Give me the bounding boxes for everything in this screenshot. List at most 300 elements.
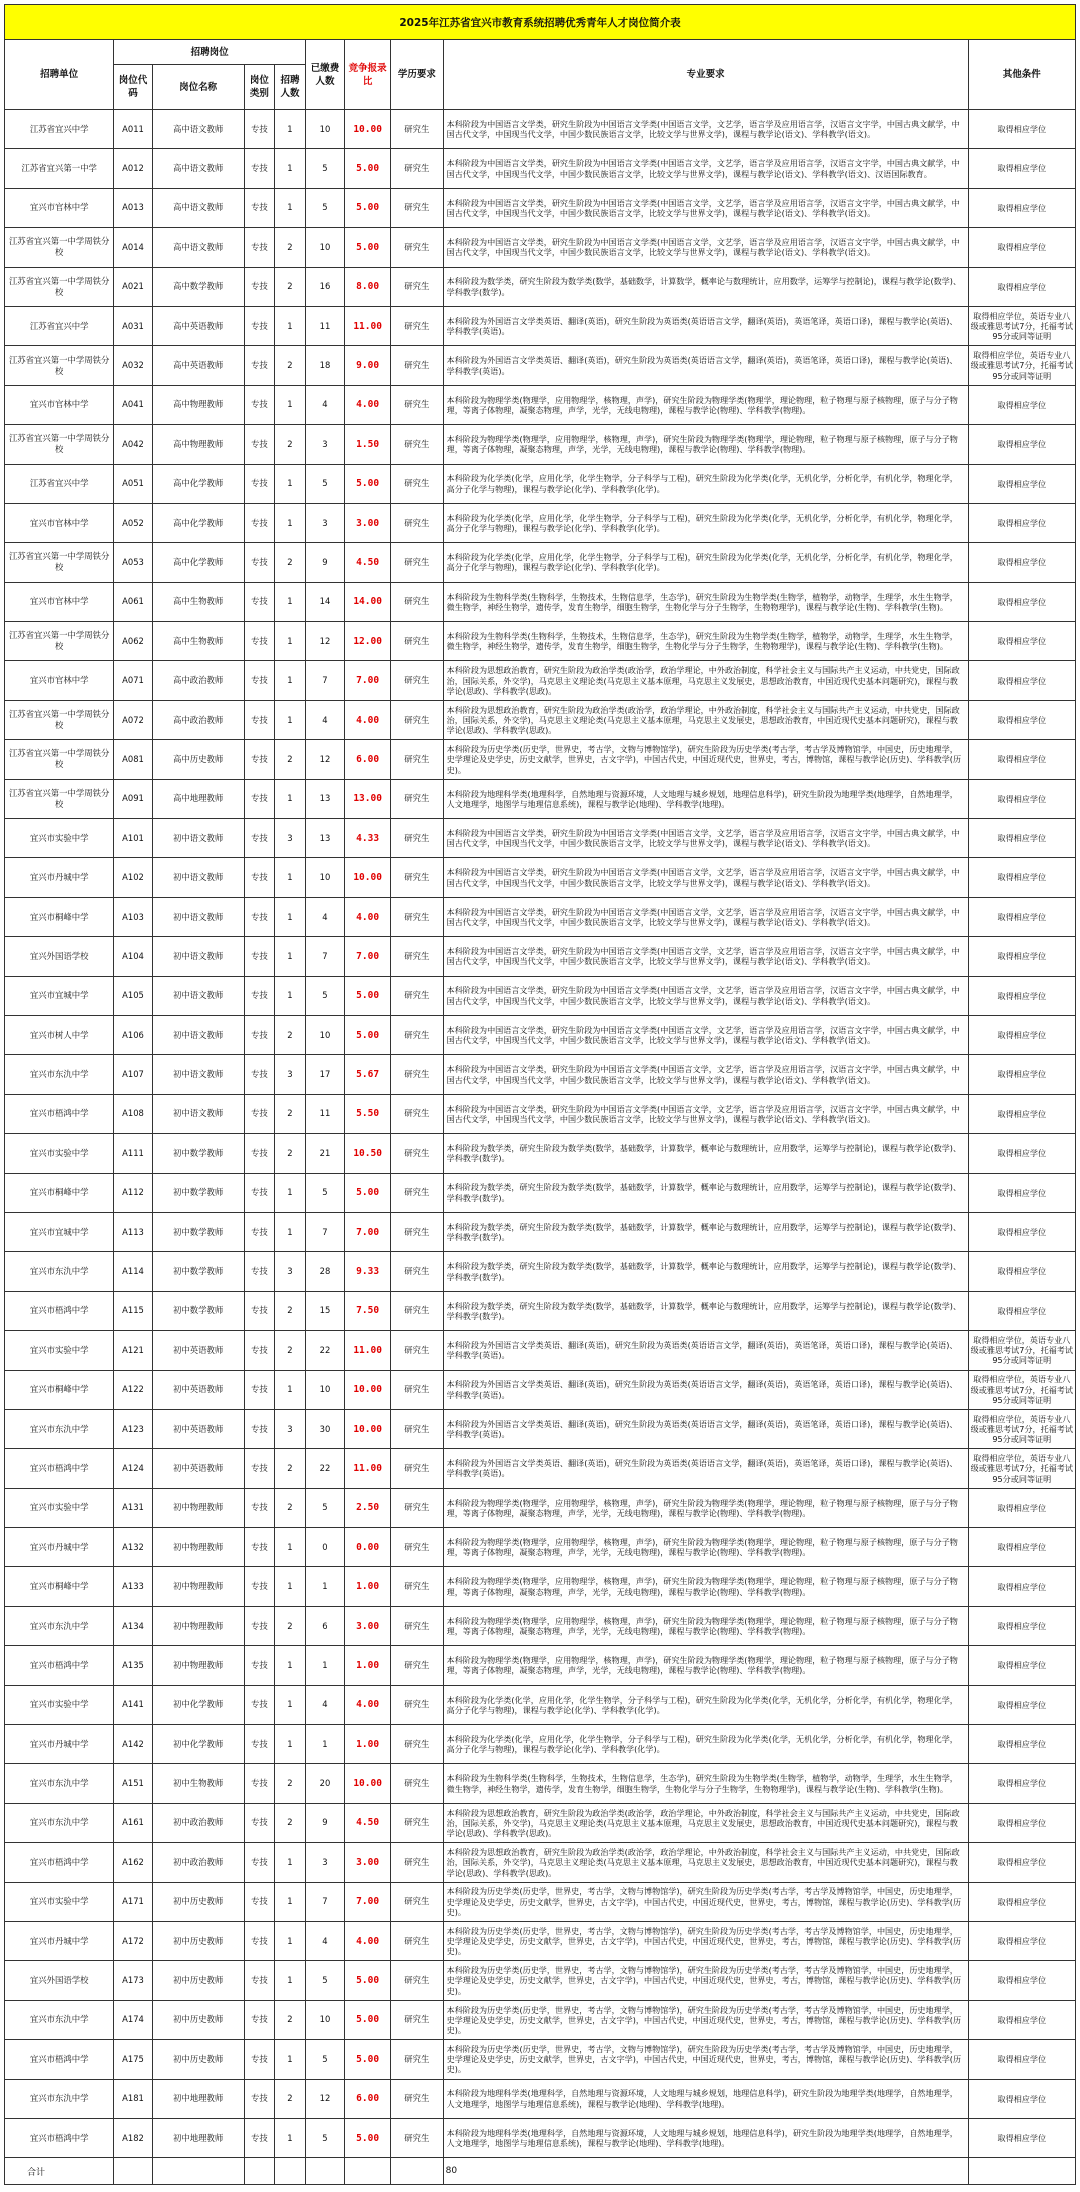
code-cell: A141 bbox=[114, 1685, 152, 1724]
table-row bbox=[5, 385, 1076, 424]
table-row bbox=[5, 425, 1076, 464]
code-cell: A133 bbox=[114, 1567, 152, 1606]
education-cell: 研究生 bbox=[391, 1803, 444, 1842]
hire-count-cell: 2 bbox=[275, 1291, 306, 1330]
major-cell bbox=[443, 425, 968, 464]
condition-cell: 取得相应学位 bbox=[968, 1094, 1075, 1133]
table-row bbox=[5, 858, 1076, 897]
table-row bbox=[5, 110, 1076, 149]
hire-count-cell: 2 bbox=[275, 1488, 306, 1527]
major-cell bbox=[443, 897, 968, 936]
paid-count-cell: 9 bbox=[305, 543, 344, 582]
ratio-cell: 5.50 bbox=[345, 1094, 391, 1133]
post-name-cell: 高中化学教师 bbox=[152, 543, 244, 582]
paid-count-cell: 7 bbox=[305, 1212, 344, 1251]
post-name-cell: 初中语文教师 bbox=[152, 976, 244, 1015]
post-name-cell: 初中语文教师 bbox=[152, 1055, 244, 1094]
education-cell: 研究生 bbox=[391, 503, 444, 542]
unit-cell: 宜兴市东氿中学 bbox=[5, 1252, 114, 1291]
ratio-cell: 5.00 bbox=[345, 1173, 391, 1212]
major-text: 本科阶段为外国语言文学类英语、翻译(英语)，研究生阶段为英语类(英语语言文学，翻译(英语)，英语笔译，英语口译)，课程与教学论(英语)、学科教学(英语)。 bbox=[446, 1340, 958, 1361]
unit-cell: 江苏省宜兴第一中学周铁分校 bbox=[5, 346, 114, 385]
major-text: 本科阶段为外国语言文学类英语、翻译(英语)，研究生阶段为英语类(英语语言文学，翻译(英语)，英语笔译，英语口译)，课程与教学论(英语)、学科教学(英语)。 bbox=[446, 1458, 958, 1479]
paid-count-cell: 5 bbox=[305, 464, 344, 503]
major-cell bbox=[443, 1764, 968, 1803]
condition-cell: 取得相应学位 bbox=[968, 1843, 1075, 1882]
paid-count-cell: 16 bbox=[305, 267, 344, 306]
table-row bbox=[5, 346, 1076, 385]
unit-cell: 宜兴市树人中学 bbox=[5, 1015, 114, 1054]
unit-cell: 江苏省宜兴第一中学周铁分校 bbox=[5, 779, 114, 818]
code-cell: A132 bbox=[114, 1528, 152, 1567]
code-cell: A161 bbox=[114, 1803, 152, 1842]
table-row bbox=[5, 1567, 1076, 1606]
ratio-cell: 3.00 bbox=[345, 1843, 391, 1882]
major-cell bbox=[443, 149, 968, 188]
ratio-cell: 10.50 bbox=[345, 1134, 391, 1173]
education-cell: 研究生 bbox=[391, 1055, 444, 1094]
condition-cell: 取得相应学位 bbox=[968, 1567, 1075, 1606]
post-name-cell: 初中地理教师 bbox=[152, 2118, 244, 2157]
code-cell: A021 bbox=[114, 267, 152, 306]
education-cell: 研究生 bbox=[391, 425, 444, 464]
ratio-cell: 1.00 bbox=[345, 1725, 391, 1764]
major-cell bbox=[443, 188, 968, 227]
major-text: 本科阶段为中国语言文学类，研究生阶段为中国语言文学类(中国语言文学，文艺学，语言学及应用语言学，汉语言文字学，中国古典文献学，中国古代文学，中国现当代文学，中国少数民族语言文学，比较文学与世界文学)，课程与教学论(语文)、学科教学(语文)、汉语国际教育。 bbox=[446, 158, 960, 179]
ratio-cell: 4.50 bbox=[345, 1803, 391, 1842]
table-row bbox=[5, 582, 1076, 621]
major-text: 本科阶段为外国语言文学类英语、翻译(英语)，研究生阶段为英语类(英语语言文学，翻译(英语)，英语笔译，英语口译)，课程与教学论(英语)、学科教学(英语)。 bbox=[446, 1379, 958, 1400]
condition-cell: 取得相应学位 bbox=[968, 543, 1075, 582]
unit-cell: 江苏省宜兴第一中学周铁分校 bbox=[5, 622, 114, 661]
code-cell: A062 bbox=[114, 622, 152, 661]
paid-count-cell: 7 bbox=[305, 937, 344, 976]
major-cell bbox=[443, 1843, 968, 1882]
unit-cell: 江苏省宜兴第一中学周铁分校 bbox=[5, 543, 114, 582]
ratio-cell: 5.00 bbox=[345, 1015, 391, 1054]
unit-cell: 宜兴市丹城中学 bbox=[5, 1528, 114, 1567]
major-text: 本科阶段为物理学类(物理学，应用物理学，核物理，声学)，研究生阶段为物理学类(物理学，理论物理，粒子物理与原子核物理，原子与分子物理，等离子体物理，凝聚态物理，声学，光学，无线电物理)，课程与教学论(物理)、学科教学(物理)。 bbox=[446, 1576, 958, 1597]
hire-count-cell: 3 bbox=[275, 1252, 306, 1291]
post-type-cell: 专技 bbox=[244, 543, 275, 582]
unit-cell: 宜兴市梧鸿中学 bbox=[5, 1449, 114, 1488]
post-type-cell: 专技 bbox=[244, 267, 275, 306]
education-cell: 研究生 bbox=[391, 622, 444, 661]
post-type-cell: 专技 bbox=[244, 1921, 275, 1960]
ratio-cell: 10.00 bbox=[345, 858, 391, 897]
hire-count-cell: 1 bbox=[275, 1843, 306, 1882]
table-row bbox=[5, 2079, 1076, 2118]
header-code: 岗位代码 bbox=[114, 65, 152, 110]
condition-cell: 取得相应学位 bbox=[968, 267, 1075, 306]
paid-count-cell: 10 bbox=[305, 110, 344, 149]
major-text: 本科阶段为中国语言文学类，研究生阶段为中国语言文学类(中国语言文学，文艺学，语言学及应用语言学，汉语言文字学，中国古典文献学，中国古代文学，中国现当代文学，中国少数民族语言文学，比较文学与世界文学)，课程与教学论(语文)、学科教学(语文)。 bbox=[446, 1064, 960, 1085]
paid-count-cell: 14 bbox=[305, 582, 344, 621]
education-cell: 研究生 bbox=[391, 700, 444, 739]
paid-count-cell: 4 bbox=[305, 700, 344, 739]
condition-cell: 取得相应学位 bbox=[968, 661, 1075, 700]
major-text: 本科阶段为地理科学类(地理科学，自然地理与资源环境，人文地理与城乡规划，地理信息科学)，研究生阶段为地理学类(地理学，自然地理学，人文地理学，地图学与地理信息系统)，课程与教学论(地理)、学科教学(地理)。 bbox=[446, 788, 958, 809]
code-cell: A175 bbox=[114, 2040, 152, 2079]
code-cell: A042 bbox=[114, 425, 152, 464]
post-name-cell: 高中生物教师 bbox=[152, 622, 244, 661]
ratio-cell: 7.00 bbox=[345, 937, 391, 976]
major-text: 本科阶段为中国语言文学类，研究生阶段为中国语言文学类(中国语言文学，文艺学，语言学及应用语言学，汉语言文字学，中国古典文献学，中国古代文学，中国现当代文学，中国少数民族语言文学，比较文学与世界文学)，课程与教学论(语文)、学科教学(语文)。 bbox=[446, 906, 960, 927]
table-row bbox=[5, 267, 1076, 306]
unit-cell: 宜兴市东氿中学 bbox=[5, 1606, 114, 1645]
hire-count-cell: 1 bbox=[275, 1882, 306, 1921]
major-text: 本科阶段为化学类(化学，应用化学，化学生物学，分子科学与工程)，研究生阶段为化学类(化学，无机化学，分析化学，有机化学，物理化学，高分子化学与物理)，课程与教学论(化学)、学科教学(化学)。 bbox=[446, 552, 958, 573]
ratio-cell: 5.00 bbox=[345, 2040, 391, 2079]
hire-count-cell: 1 bbox=[275, 897, 306, 936]
major-cell bbox=[443, 779, 968, 818]
condition-cell: 取得相应学位 bbox=[968, 1882, 1075, 1921]
total-label: 合计 bbox=[5, 2158, 114, 2185]
ratio-cell: 9.00 bbox=[345, 346, 391, 385]
hire-count-cell: 1 bbox=[275, 779, 306, 818]
major-cell bbox=[443, 1488, 968, 1527]
education-cell: 研究生 bbox=[391, 779, 444, 818]
code-cell: A114 bbox=[114, 1252, 152, 1291]
hire-count-cell: 3 bbox=[275, 1055, 306, 1094]
code-cell: A122 bbox=[114, 1370, 152, 1409]
paid-count-cell: 4 bbox=[305, 385, 344, 424]
paid-count-cell: 4 bbox=[305, 1685, 344, 1724]
condition-cell: 取得相应学位，英语专业八级或雅思考试7分，托福考试95分或同等证明 bbox=[968, 1449, 1075, 1488]
unit-cell: 宜兴市梧鸿中学 bbox=[5, 1094, 114, 1133]
unit-cell: 宜兴市东氿中学 bbox=[5, 1803, 114, 1842]
post-type-cell: 专技 bbox=[244, 1055, 275, 1094]
post-type-cell: 专技 bbox=[244, 1961, 275, 2000]
code-cell: A135 bbox=[114, 1646, 152, 1685]
post-name-cell: 高中物理教师 bbox=[152, 425, 244, 464]
post-name-cell: 初中语文教师 bbox=[152, 897, 244, 936]
major-text: 本科阶段为生物科学类(生物科学，生物技术，生物信息学，生态学)，研究生阶段为生物学类(生物学，植物学，动物学，生理学，水生生物学，微生物学，神经生物学，遗传学，发育生物学，细胞生物学，生物化学与分子生物学，生物物理学)，课程与教学论(生物)、学科教学(生物)。 bbox=[446, 591, 958, 612]
unit-cell: 宜兴市丹城中学 bbox=[5, 1921, 114, 1960]
education-cell: 研究生 bbox=[391, 1606, 444, 1645]
paid-count-cell: 5 bbox=[305, 2118, 344, 2157]
code-cell: A151 bbox=[114, 1764, 152, 1803]
post-name-cell: 初中化学教师 bbox=[152, 1685, 244, 1724]
hire-count-cell: 1 bbox=[275, 2040, 306, 2079]
post-name-cell: 高中化学教师 bbox=[152, 464, 244, 503]
header-edu: 学历要求 bbox=[391, 40, 444, 110]
unit-cell: 江苏省宜兴第一中学 bbox=[5, 149, 114, 188]
header-major: 专业要求 bbox=[443, 40, 968, 110]
major-cell bbox=[443, 503, 968, 542]
paid-count-cell: 9 bbox=[305, 1803, 344, 1842]
major-cell bbox=[443, 346, 968, 385]
condition-cell: 取得相应学位 bbox=[968, 858, 1075, 897]
ratio-cell: 10.00 bbox=[345, 1409, 391, 1448]
paid-count-cell: 12 bbox=[305, 740, 344, 779]
condition-cell: 取得相应学位 bbox=[968, 1252, 1075, 1291]
post-name-cell: 初中物理教师 bbox=[152, 1606, 244, 1645]
hire-count-cell: 2 bbox=[275, 1764, 306, 1803]
table-row bbox=[5, 661, 1076, 700]
paid-count-cell: 10 bbox=[305, 1015, 344, 1054]
education-cell: 研究生 bbox=[391, 1449, 444, 1488]
education-cell: 研究生 bbox=[391, 582, 444, 621]
major-text: 本科阶段为中国语言文学类，研究生阶段为中国语言文学类(中国语言文学，文艺学，语言学及应用语言学，汉语言文字学，中国古典文献学，中国古代文学，中国现当代文学，中国少数民族语言文学，比较文学与世界文学)，课程与教学论(语文)、学科教学(语文)。 bbox=[446, 867, 960, 888]
major-cell bbox=[443, 1173, 968, 1212]
hire-count-cell: 1 bbox=[275, 976, 306, 1015]
condition-cell: 取得相应学位 bbox=[968, 819, 1075, 858]
major-cell bbox=[443, 2118, 968, 2157]
post-name-cell: 初中语文教师 bbox=[152, 1094, 244, 1133]
hire-count-cell: 1 bbox=[275, 503, 306, 542]
unit-cell: 江苏省宜兴第一中学周铁分校 bbox=[5, 740, 114, 779]
table-row bbox=[5, 1094, 1076, 1133]
ratio-cell: 7.00 bbox=[345, 1882, 391, 1921]
major-cell bbox=[443, 1331, 968, 1370]
unit-cell: 宜兴市实验中学 bbox=[5, 1134, 114, 1173]
post-name-cell: 高中英语教师 bbox=[152, 306, 244, 345]
unit-cell: 江苏省宜兴中学 bbox=[5, 306, 114, 345]
major-cell bbox=[443, 464, 968, 503]
paid-count-cell: 0 bbox=[305, 1528, 344, 1567]
major-cell bbox=[443, 1252, 968, 1291]
ratio-cell: 4.00 bbox=[345, 1921, 391, 1960]
code-cell: A123 bbox=[114, 1409, 152, 1448]
post-name-cell: 初中数学教师 bbox=[152, 1212, 244, 1251]
hire-count-cell: 1 bbox=[275, 582, 306, 621]
major-cell bbox=[443, 858, 968, 897]
post-type-cell: 专技 bbox=[244, 1173, 275, 1212]
post-type-cell: 专技 bbox=[244, 1843, 275, 1882]
major-cell bbox=[443, 1567, 968, 1606]
education-cell: 研究生 bbox=[391, 819, 444, 858]
hire-count-cell: 2 bbox=[275, 425, 306, 464]
post-type-cell: 专技 bbox=[244, 1252, 275, 1291]
education-cell: 研究生 bbox=[391, 1882, 444, 1921]
major-cell bbox=[443, 1725, 968, 1764]
education-cell: 研究生 bbox=[391, 2000, 444, 2039]
hire-count-cell: 1 bbox=[275, 2118, 306, 2157]
unit-cell: 宜兴市宜城中学 bbox=[5, 976, 114, 1015]
condition-cell: 取得相应学位，英语专业八级或雅思考试7分，托福考试95分或同等证明 bbox=[968, 1409, 1075, 1448]
unit-cell: 宜兴市官林中学 bbox=[5, 661, 114, 700]
post-name-cell: 初中英语教师 bbox=[152, 1331, 244, 1370]
major-text: 本科阶段为历史学类(历史学，世界史，考古学，文物与博物馆学)，研究生阶段为历史学类(考古学，考古学及博物馆学，中国史，历史地理学，史学理论及史学史，历史文献学，世界史，古文字学)，中国古代史，中国近现代史，世界史，考古，博物馆，课程与教学论(历史)、学科教学(历史)。 bbox=[446, 744, 962, 775]
hire-count-cell: 2 bbox=[275, 740, 306, 779]
hire-count-cell: 1 bbox=[275, 1685, 306, 1724]
table-row bbox=[5, 188, 1076, 227]
unit-cell: 江苏省宜兴第一中学周铁分校 bbox=[5, 228, 114, 267]
post-name-cell: 高中化学教师 bbox=[152, 503, 244, 542]
condition-cell: 取得相应学位 bbox=[968, 1961, 1075, 2000]
paid-count-cell: 13 bbox=[305, 779, 344, 818]
major-cell bbox=[443, 1685, 968, 1724]
table-row bbox=[5, 2000, 1076, 2039]
major-text: 本科阶段为数学类，研究生阶段为数学类(数学，基础数学，计算数学，概率论与数理统计，应用数学，运筹学与控制论)，课程与教学论(数学)、学科教学(数学)。 bbox=[446, 1182, 962, 1203]
hire-count-cell: 2 bbox=[275, 1331, 306, 1370]
paid-count-cell: 7 bbox=[305, 661, 344, 700]
major-text: 本科阶段为化学类(化学，应用化学，化学生物学，分子科学与工程)，研究生阶段为化学类(化学，无机化学，分析化学，有机化学，物理化学，高分子化学与物理)，课程与教学论(化学)、学科教学(化学)。 bbox=[446, 473, 958, 494]
table-row bbox=[5, 1409, 1076, 1448]
table-row bbox=[5, 1134, 1076, 1173]
paid-count-cell: 11 bbox=[305, 1094, 344, 1133]
paid-count-cell: 1 bbox=[305, 1725, 344, 1764]
condition-cell: 取得相应学位 bbox=[968, 2040, 1075, 2079]
header-post-group: 招聘岗位 bbox=[114, 40, 305, 65]
ratio-cell: 1.00 bbox=[345, 1567, 391, 1606]
code-cell: A061 bbox=[114, 582, 152, 621]
education-cell: 研究生 bbox=[391, 2040, 444, 2079]
recruitment-table-sheet bbox=[4, 4, 1076, 2188]
paid-count-cell: 22 bbox=[305, 1449, 344, 1488]
code-cell: A071 bbox=[114, 661, 152, 700]
education-cell: 研究生 bbox=[391, 1015, 444, 1054]
hire-count-cell: 1 bbox=[275, 937, 306, 976]
paid-count-cell: 5 bbox=[305, 976, 344, 1015]
unit-cell: 宜兴市官林中学 bbox=[5, 582, 114, 621]
condition-cell: 取得相应学位，英语专业八级或雅思考试7分，托福考试95分或同等证明 bbox=[968, 346, 1075, 385]
hire-count-cell: 1 bbox=[275, 1528, 306, 1567]
post-type-cell: 专技 bbox=[244, 1409, 275, 1448]
ratio-cell: 5.00 bbox=[345, 976, 391, 1015]
code-cell: A107 bbox=[114, 1055, 152, 1094]
post-type-cell: 专技 bbox=[244, 385, 275, 424]
post-type-cell: 专技 bbox=[244, 2040, 275, 2079]
condition-cell: 取得相应学位 bbox=[968, 1055, 1075, 1094]
major-text: 本科阶段为思想政治教育，研究生阶段为政治学类(政治学，政治学理论，中外政治制度，科学社会主义与国际共产主义运动，中共党史，国际政治，国际关系，外交学)，马克思主义理论类(马克思主义基本原理，马克思主义发展史，思想政治教育，中国近现代史基本问题研究)，课程与教学论(思政)、学科教学(思政)。 bbox=[446, 1807, 960, 1839]
post-type-cell: 专技 bbox=[244, 622, 275, 661]
condition-cell: 取得相应学位 bbox=[968, 503, 1075, 542]
post-type-cell: 专技 bbox=[244, 937, 275, 976]
total-empty-type bbox=[244, 2158, 275, 2185]
unit-cell: 宜兴市梧鸿中学 bbox=[5, 1843, 114, 1882]
paid-count-cell: 3 bbox=[305, 503, 344, 542]
post-type-cell: 专技 bbox=[244, 1882, 275, 1921]
table-row bbox=[5, 1488, 1076, 1527]
major-text: 本科阶段为化学类(化学，应用化学，化学生物学，分子科学与工程)，研究生阶段为化学类(化学，无机化学，分析化学，有机化学，物理化学，高分子化学与物理)，课程与教学论(化学)、学科教学(化学)。 bbox=[446, 1694, 958, 1715]
unit-cell: 江苏省宜兴第一中学周铁分校 bbox=[5, 700, 114, 739]
unit-cell: 江苏省宜兴第一中学周铁分校 bbox=[5, 425, 114, 464]
code-cell: A113 bbox=[114, 1212, 152, 1251]
major-cell bbox=[443, 1094, 968, 1133]
post-type-cell: 专技 bbox=[244, 1094, 275, 1133]
hire-count-cell: 1 bbox=[275, 1921, 306, 1960]
post-name-cell: 高中英语教师 bbox=[152, 346, 244, 385]
major-cell bbox=[443, 976, 968, 1015]
major-text: 本科阶段为化学类(化学，应用化学，化学生物学，分子科学与工程)，研究生阶段为化学类(化学，无机化学，分析化学，有机化学，物理化学，高分子化学与物理)，课程与教学论(化学)、学科教学(化学)。 bbox=[446, 512, 958, 534]
hire-count-cell: 1 bbox=[275, 622, 306, 661]
major-text: 本科阶段为中国语言文学类，研究生阶段为中国语言文学类(中国语言文学，文艺学，语言学及应用语言学，汉语言文字学，中国古典文献学，中国古代文学，中国现当代文学，中国少数民族语言文学，比较文学与世界文学)，课程与教学论(语文)、学科教学(语文)。 bbox=[446, 985, 960, 1006]
post-name-cell: 初中英语教师 bbox=[152, 1370, 244, 1409]
post-type-cell: 专技 bbox=[244, 661, 275, 700]
table-row bbox=[5, 622, 1076, 661]
header-num: 招聘人数 bbox=[275, 65, 306, 110]
hire-count-cell: 2 bbox=[275, 267, 306, 306]
major-cell bbox=[443, 1212, 968, 1251]
hire-count-cell: 1 bbox=[275, 1961, 306, 2000]
paid-count-cell: 12 bbox=[305, 622, 344, 661]
condition-cell: 取得相应学位 bbox=[968, 1488, 1075, 1527]
ratio-cell: 5.00 bbox=[345, 2000, 391, 2039]
education-cell: 研究生 bbox=[391, 1370, 444, 1409]
paid-count-cell: 5 bbox=[305, 1173, 344, 1212]
post-name-cell: 初中生物教师 bbox=[152, 1764, 244, 1803]
education-cell: 研究生 bbox=[391, 110, 444, 149]
hire-count-cell: 1 bbox=[275, 110, 306, 149]
education-cell: 研究生 bbox=[391, 740, 444, 779]
ratio-cell: 12.00 bbox=[345, 622, 391, 661]
post-type-cell: 专技 bbox=[244, 306, 275, 345]
education-cell: 研究生 bbox=[391, 149, 444, 188]
post-type-cell: 专技 bbox=[244, 897, 275, 936]
major-text: 本科阶段为生物科学类(生物科学，生物技术，生物信息学，生态学)，研究生阶段为生物学类(生物学，植物学，动物学，生理学，水生生物学，微生物学，神经生物学，遗传学，发育生物学，细胞生物学，生物化学与分子生物学，生物物理学)，课程与教学论(生物)、学科教学(生物)。 bbox=[446, 1773, 958, 1794]
hire-count-cell: 2 bbox=[275, 1094, 306, 1133]
major-cell bbox=[443, 228, 968, 267]
post-name-cell: 高中政治教师 bbox=[152, 661, 244, 700]
paid-count-cell: 5 bbox=[305, 2040, 344, 2079]
hire-count-cell: 2 bbox=[275, 228, 306, 267]
major-cell bbox=[443, 1291, 968, 1330]
education-cell: 研究生 bbox=[391, 1961, 444, 2000]
post-name-cell: 高中政治教师 bbox=[152, 700, 244, 739]
major-text: 本科阶段为外国语言文学类英语、翻译(英语)，研究生阶段为英语类(英语语言文学，翻译(英语)，英语笔译，英语口译)，课程与教学论(英语)、学科教学(英语)。 bbox=[446, 355, 958, 376]
post-name-cell: 初中历史教师 bbox=[152, 1921, 244, 1960]
post-name-cell: 初中数学教师 bbox=[152, 1291, 244, 1330]
table-row bbox=[5, 1212, 1076, 1251]
unit-cell: 宜兴市梧鸿中学 bbox=[5, 1291, 114, 1330]
hire-count-cell: 1 bbox=[275, 149, 306, 188]
post-name-cell: 初中物理教师 bbox=[152, 1488, 244, 1527]
education-cell: 研究生 bbox=[391, 306, 444, 345]
education-cell: 研究生 bbox=[391, 267, 444, 306]
post-type-cell: 专技 bbox=[244, 1134, 275, 1173]
code-cell: A101 bbox=[114, 819, 152, 858]
major-text: 本科阶段为物理学类(物理学，应用物理学，核物理，声学)，研究生阶段为物理学类(物理学，理论物理，粒子物理与原子核物理，原子与分子物理，等离子体物理，凝聚态物理，声学，光学，无线电物理)，课程与教学论(物理)、学科教学(物理)。 bbox=[446, 434, 958, 455]
hire-count-cell: 2 bbox=[275, 346, 306, 385]
code-cell: A011 bbox=[114, 110, 152, 149]
condition-cell: 取得相应学位 bbox=[968, 1134, 1075, 1173]
post-type-cell: 专技 bbox=[244, 1803, 275, 1842]
ratio-cell: 9.33 bbox=[345, 1252, 391, 1291]
education-cell: 研究生 bbox=[391, 1685, 444, 1724]
table-row bbox=[5, 1449, 1076, 1488]
header-row-1 bbox=[5, 40, 1076, 65]
major-cell bbox=[443, 622, 968, 661]
major-text: 本科阶段为生物科学类(生物科学，生物技术，生物信息学，生态学)，研究生阶段为生物学类(生物学，植物学，动物学，生理学，水生生物学，微生物学，神经生物学，遗传学，发育生物学，细胞生物学，生物化学与分子生物学，生物物理学)，课程与教学论(生物)、学科教学(生物)。 bbox=[446, 630, 958, 652]
education-cell: 研究生 bbox=[391, 1488, 444, 1527]
table-row bbox=[5, 976, 1076, 1015]
ratio-cell: 8.00 bbox=[345, 267, 391, 306]
paid-count-cell: 5 bbox=[305, 1488, 344, 1527]
education-cell: 研究生 bbox=[391, 1646, 444, 1685]
post-type-cell: 专技 bbox=[244, 1212, 275, 1251]
post-name-cell: 高中数学教师 bbox=[152, 267, 244, 306]
major-text: 本科阶段为物理学类(物理学，应用物理学，核物理，声学)，研究生阶段为物理学类(物理学，理论物理，粒子物理与原子核物理，原子与分子物理，等离子体物理，凝聚态物理，声学，光学，无线电物理)，课程与教学论(物理)、学科教学(物理)。 bbox=[446, 1655, 958, 1676]
major-text: 本科阶段为数学类，研究生阶段为数学类(数学，基础数学，计算数学，概率论与数理统计，应用数学，运筹学与控制论)，课程与教学论(数学)、学科教学(数学)。 bbox=[446, 276, 962, 297]
post-type-cell: 专技 bbox=[244, 858, 275, 897]
ratio-cell: 10.00 bbox=[345, 1764, 391, 1803]
ratio-cell: 11.00 bbox=[345, 1331, 391, 1370]
post-name-cell: 初中历史教师 bbox=[152, 1961, 244, 2000]
hire-count-cell: 1 bbox=[275, 700, 306, 739]
code-cell: A142 bbox=[114, 1725, 152, 1764]
ratio-cell: 4.00 bbox=[345, 700, 391, 739]
paid-count-cell: 28 bbox=[305, 1252, 344, 1291]
code-cell: A012 bbox=[114, 149, 152, 188]
condition-cell: 取得相应学位 bbox=[968, 2079, 1075, 2118]
post-type-cell: 专技 bbox=[244, 1764, 275, 1803]
post-name-cell: 初中政治教师 bbox=[152, 1843, 244, 1882]
hire-count-cell: 1 bbox=[275, 1646, 306, 1685]
table-row bbox=[5, 1843, 1076, 1882]
condition-cell: 取得相应学位 bbox=[968, 1764, 1075, 1803]
